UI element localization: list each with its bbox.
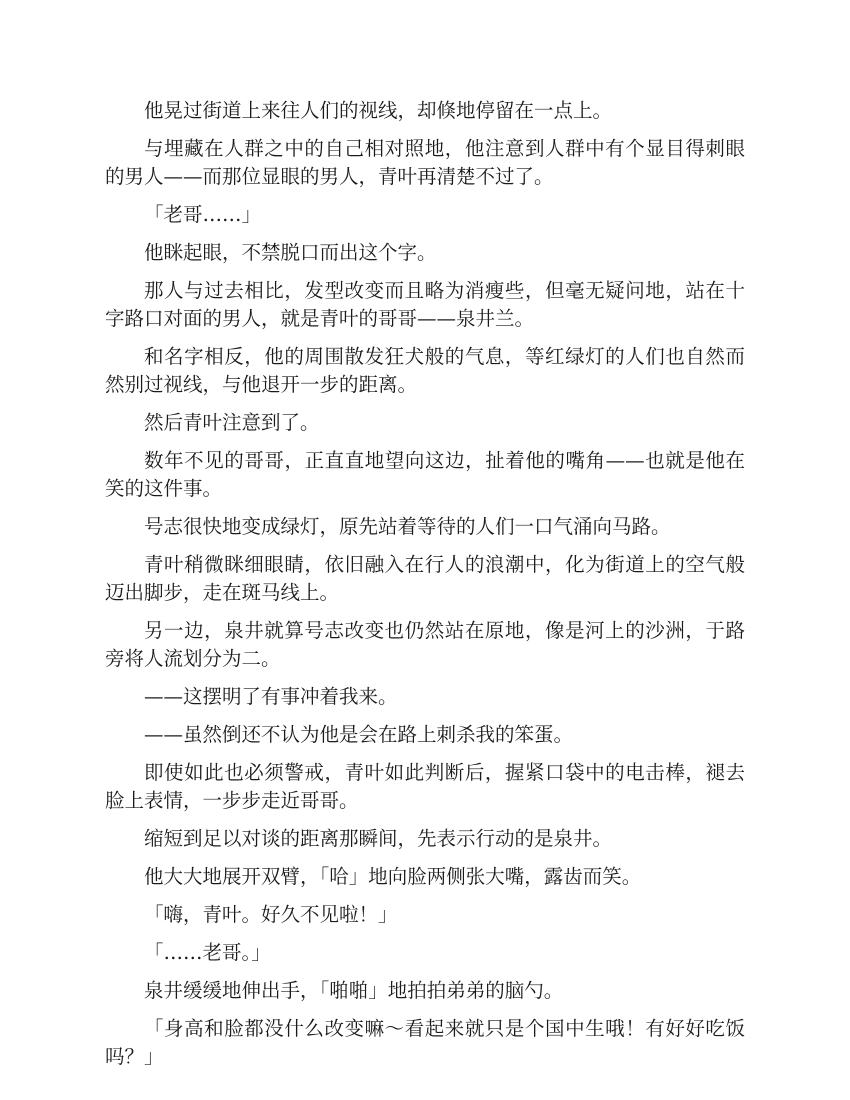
paragraph: 然后青叶注意到了。 [144, 411, 320, 434]
paragraph: 「老哥……」 [144, 203, 262, 226]
paragraph: 即使如此也必须警戒，青叶如此判断后，握紧口袋中的电击棒，褪去脸上表情，一步步走近哥哥。 [105, 761, 745, 812]
paragraph: 青叶稍微眯细眼睛，依旧融入在行人的浪潮中，化为街道上的空气般迈出脚步，走在斑马线上。 [105, 553, 745, 604]
paragraph: 和名字相反，他的周围散发狂犬般的气息，等红绿灯的人们也自然而然别过视线，与他退开一步的距离。 [105, 345, 745, 396]
paragraph: 他大大地展开双臂，「哈」地向脸两侧张大嘴，露齿而笑。 [144, 865, 642, 888]
paragraph: 「嗨，青叶。好久不见啦！」 [144, 903, 398, 926]
paragraph: ——这摆明了有事冲着我来。 [144, 685, 398, 708]
paragraph: 那人与过去相比，发型改变而且略为消瘦些，但毫无疑问地，站在十字路口对面的男人，就是青叶的哥哥——泉井兰。 [105, 279, 745, 330]
paragraph: 他眯起眼，不禁脱口而出这个字。 [144, 241, 437, 264]
paragraph: 「……老哥。」 [144, 941, 271, 964]
paragraph: 号志很快地变成绿灯，原先站着等待的人们一口气涌向马路。 [144, 515, 671, 538]
paragraph: 「身高和脸都没什么改变嘛～看起来就只是个国中生哦！有好好吃饭吗？」 [105, 1017, 745, 1068]
document-page [105, 97, 745, 1081]
paragraph: 与埋藏在人群之中的自己相对照地，他注意到人群中有个显目得刺眼的男人——而那位显眼的男人，青叶再清楚不过了。 [105, 137, 745, 188]
paragraph: ——虽然倒还不认为他是会在路上刺杀我的笨蛋。 [144, 723, 574, 746]
paragraph: 他晃过街道上来往人们的视线，却倏地停留在一点上。 [144, 99, 613, 122]
paragraph: 缩短到足以对谈的距离那瞬间，先表示行动的是泉井。 [144, 827, 613, 850]
paragraph: 泉井缓缓地伸出手，「啪啪」地拍拍弟弟的脑勺。 [144, 979, 564, 1002]
paragraph: 数年不见的哥哥，正直直地望向这边，扯着他的嘴角——也就是他在笑的这件事。 [105, 449, 745, 500]
paragraph: 另一边，泉井就算号志改变也仍然站在原地，像是河上的沙洲，于路旁将人流划分为二。 [105, 619, 745, 670]
